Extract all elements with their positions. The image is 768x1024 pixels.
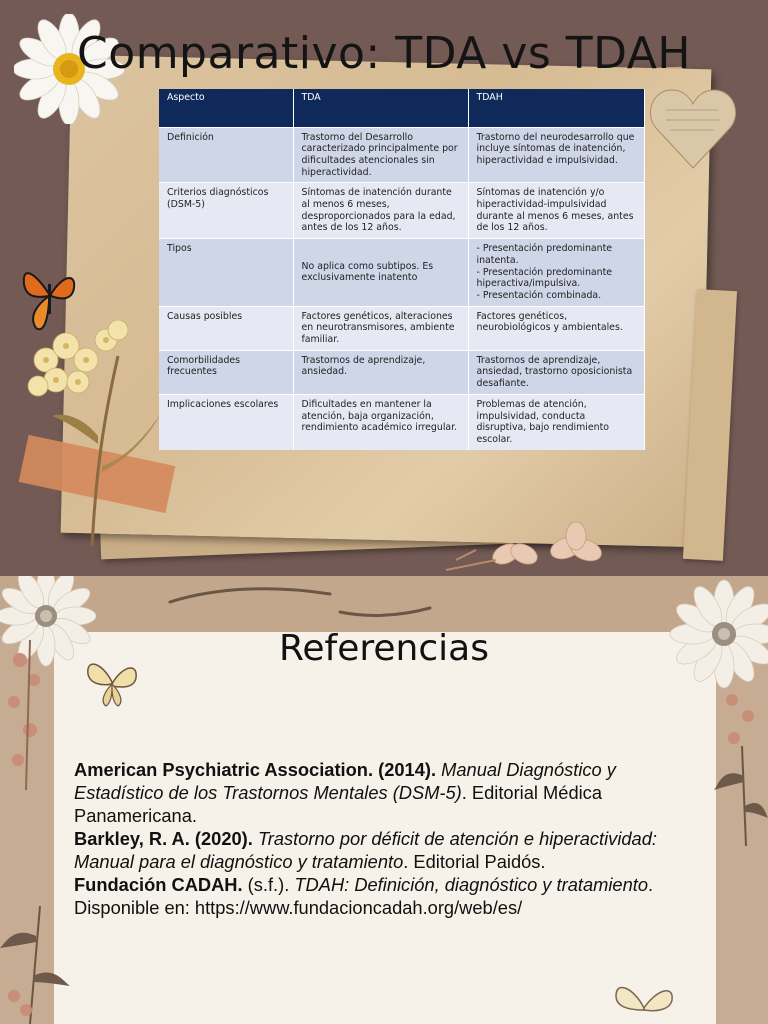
- header-tda: TDA: [293, 89, 468, 127]
- reference-title: TDAH: Definición, diagnóstico y tratamiento: [294, 874, 648, 895]
- cell-aspect: Definición: [159, 127, 293, 183]
- cell-aspect: Criterios diagnósticos (DSM-5): [159, 183, 293, 239]
- table-row: [159, 183, 644, 239]
- header-aspecto: Aspecto: [159, 89, 293, 127]
- reference-author: Barkley, R. A. (2020).: [74, 828, 253, 849]
- cell-tdah: Síntomas de inatención y/o hiperactividad-impulsividad durante al menos 6 meses, antes de los 12 años.: [468, 183, 644, 239]
- dried-flowers-icon: [436, 520, 636, 576]
- slide-title: Comparativo: TDA vs TDAH: [77, 28, 691, 79]
- table-row: [159, 350, 644, 394]
- cell-tda: No aplica como subtipos. Es exclusivamente inatento: [293, 239, 468, 307]
- reference-list: [74, 758, 694, 919]
- slide-title: Referencias: [279, 628, 489, 669]
- butterfly-icon: [604, 978, 684, 1024]
- comparison-table-grid: [159, 89, 645, 450]
- cell-tdah: Trastornos de aprendizaje, ansiedad, trastorno oposicionista desafiante.: [468, 350, 644, 394]
- leaf-branch-icon: [160, 582, 440, 622]
- leaf-branch-icon: [0, 906, 70, 1024]
- cell-tda: Síntomas de inatención durante al menos 6 meses, desproporcionados para la edad, antes de los 12 años.: [293, 183, 468, 239]
- reference-title: Manual Diagnóstico y Estadístico de los Trastornos Mentales (DSM-5): [74, 759, 616, 803]
- reference-url: . Disponible en: https://www.fundacioncadah.org/web/es/: [74, 874, 654, 918]
- cell-tdah: Trastorno del neurodesarrollo que incluye síntomas de inatención, hiperactividad e impulsividad.: [468, 127, 644, 183]
- header-tdah: TDAH: [468, 89, 644, 127]
- reference-item: [74, 873, 694, 919]
- reference-author: Fundación CADAH.: [74, 874, 243, 895]
- leaf-branch-icon: [712, 686, 768, 846]
- table-row: [159, 127, 644, 183]
- cell-tda: Factores genéticos, alteraciones en neurotransmisores, ambiente familiar.: [293, 306, 468, 350]
- table-row: [159, 306, 644, 350]
- reference-item: [74, 758, 694, 827]
- slide-referencias: [0, 576, 768, 1024]
- table-header-row: [159, 89, 644, 127]
- comparison-table: [159, 89, 644, 450]
- cell-aspect: Tipos: [159, 239, 293, 307]
- cell-aspect: Comorbilidades frecuentes: [159, 350, 293, 394]
- reference-date: (s.f.).: [242, 874, 295, 895]
- cell-aspect: Causas posibles: [159, 306, 293, 350]
- reference-publisher: . Editorial Médica Panamericana.: [74, 782, 602, 826]
- reference-author: American Psychiatric Association. (2014).: [74, 759, 437, 780]
- table-row: [159, 394, 644, 449]
- reference-item: [74, 827, 694, 873]
- cell-tdah: Problemas de atención, impulsividad, conducta disruptiva, bajo rendimiento escolar.: [468, 394, 644, 449]
- cell-tdah: - Presentación predominante inatenta. - Presentación predominante hiperactiva/impulsiva. - Presentación combinada.: [468, 239, 644, 307]
- table-row: [159, 239, 644, 307]
- cell-tdah: Factores genéticos, neurobiológicos y ambientales.: [468, 306, 644, 350]
- dried-flowers-icon: [22, 316, 172, 546]
- cell-tda: Trastornos de aprendizaje, ansiedad.: [293, 350, 468, 394]
- cell-tda: Trastorno del Desarrollo caracterizado principalmente por dificultades atencionales sin hiperactividad.: [293, 127, 468, 183]
- cell-tda: Dificultades en mantener la atención, baja organización, rendimiento académico irregular.: [293, 394, 468, 449]
- reference-title: Trastorno por déficit de atención e hiperactividad: Manual para el diagnóstico y tratamiento: [74, 828, 657, 872]
- cell-aspect: Implicaciones escolares: [159, 394, 293, 449]
- reference-publisher: . Editorial Paidós.: [403, 851, 546, 872]
- heart-paper-icon: [648, 80, 738, 170]
